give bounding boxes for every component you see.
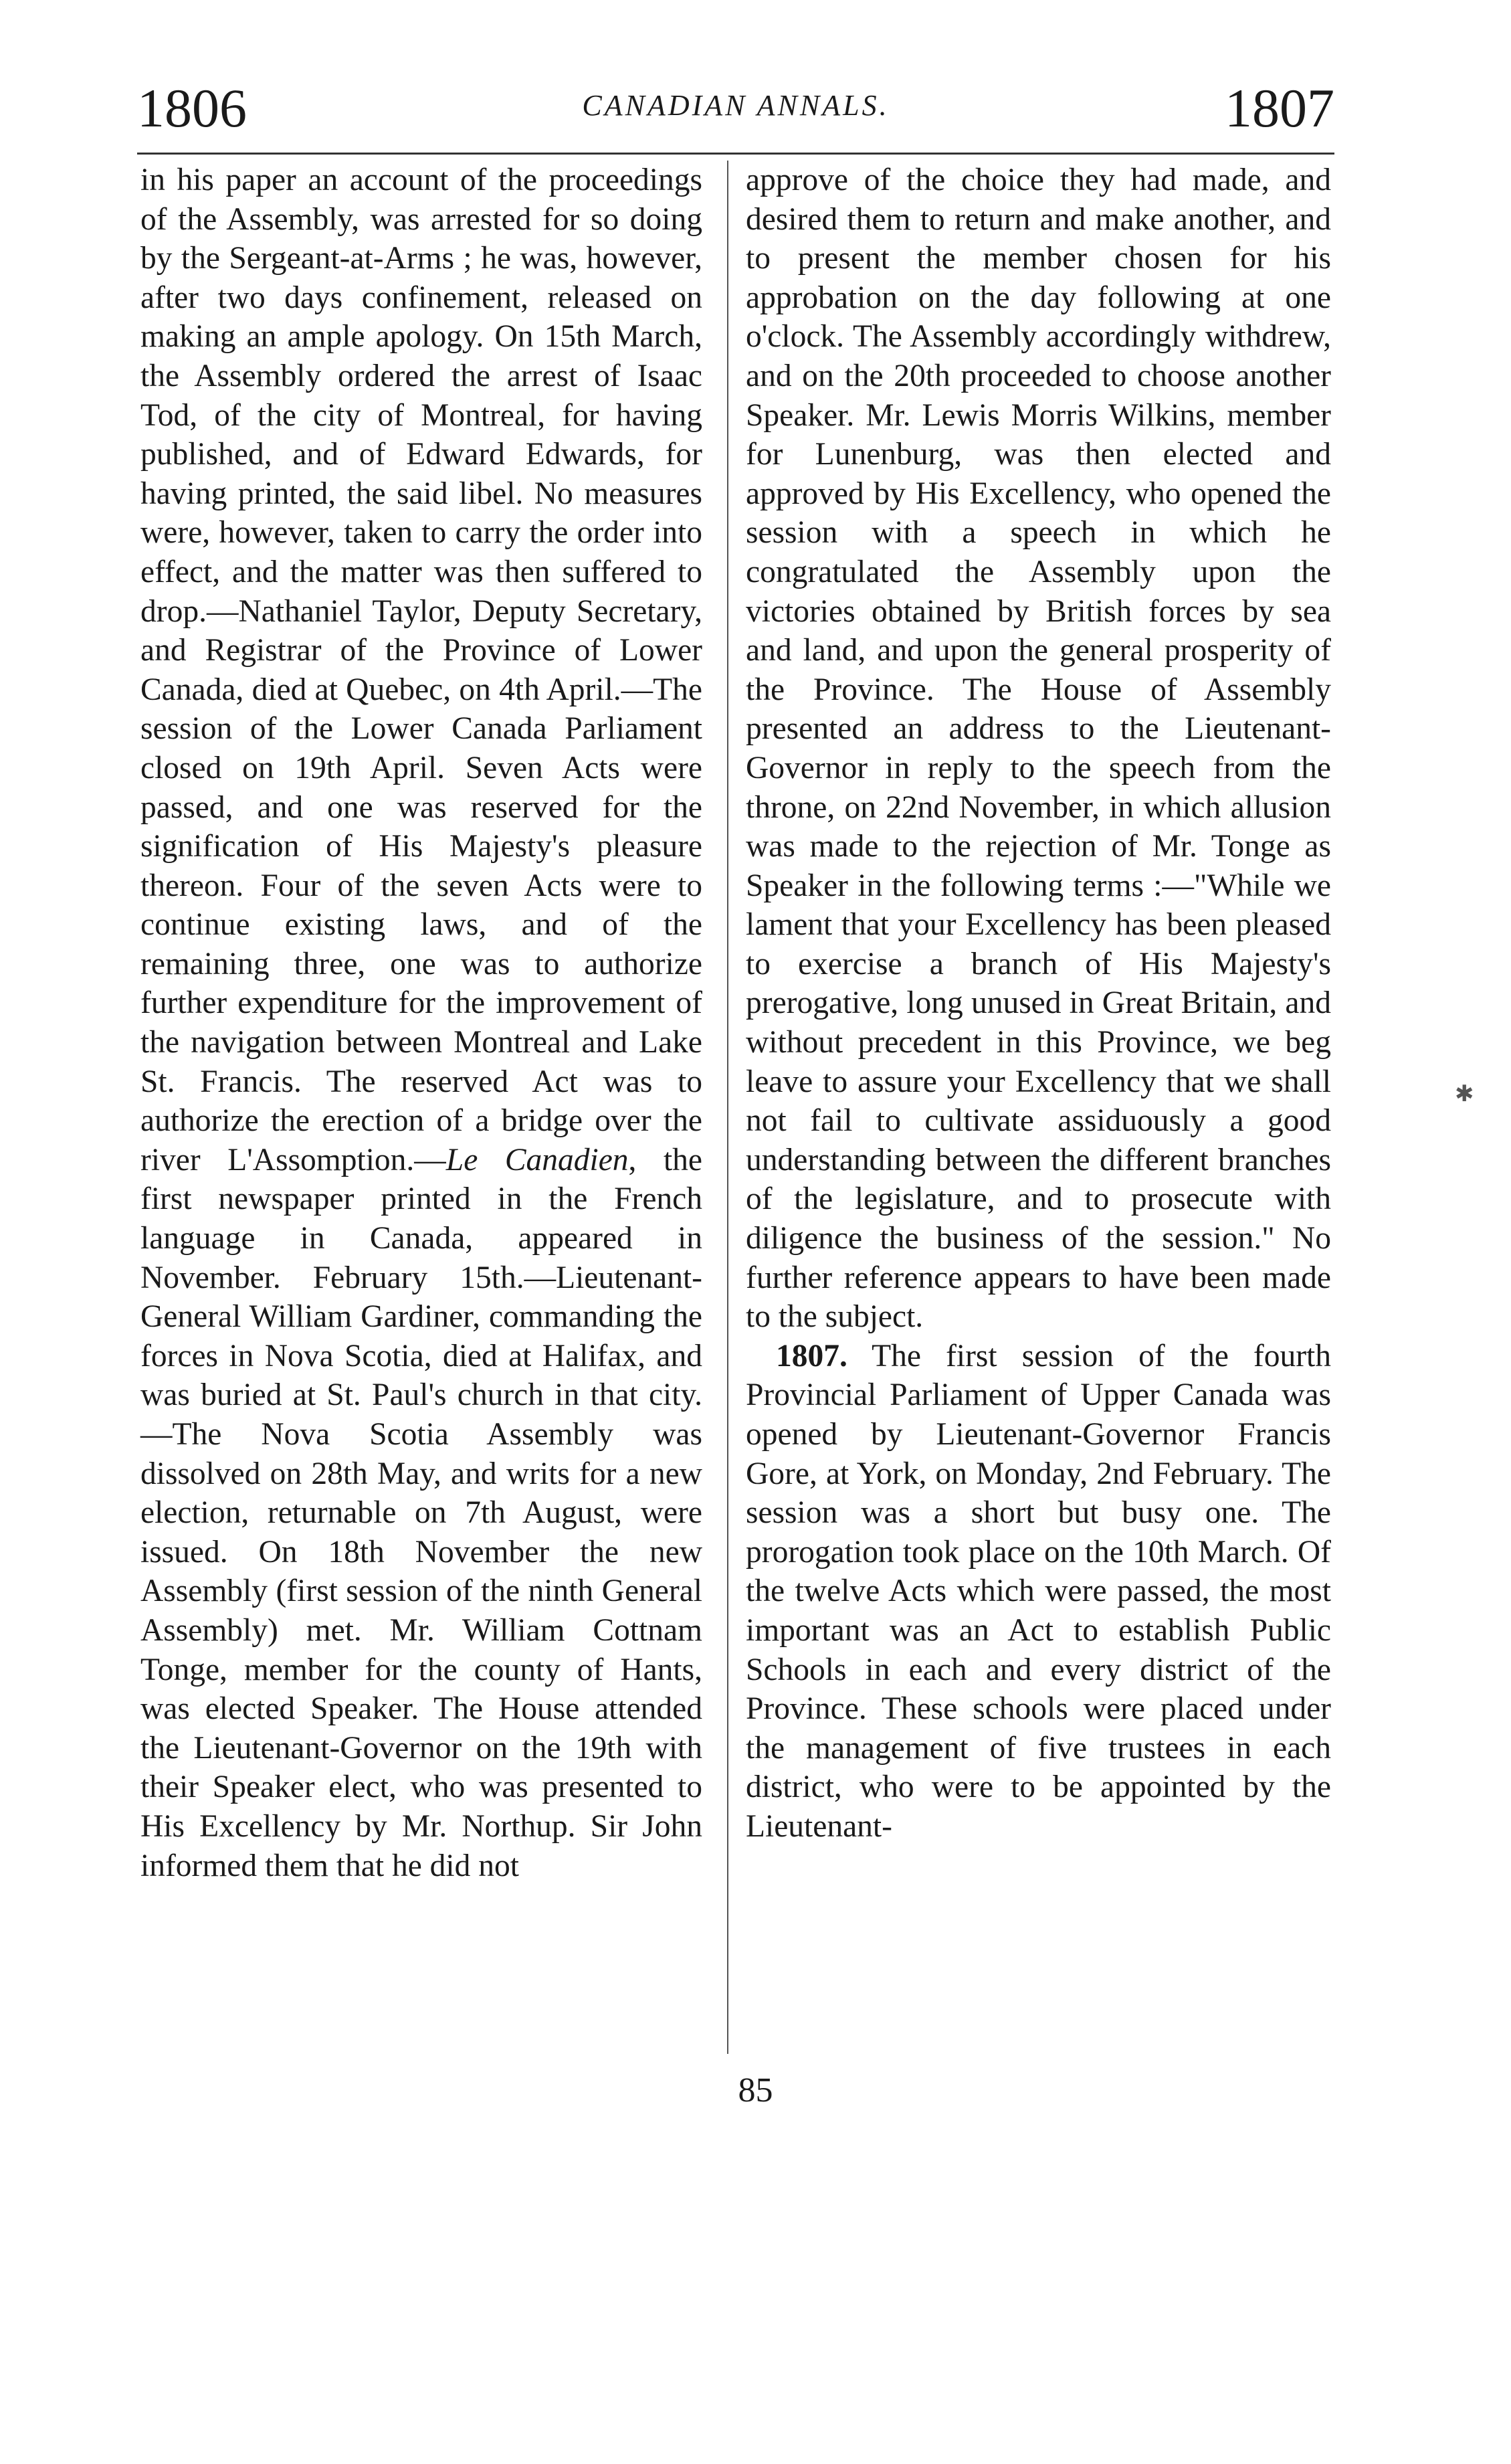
- running-title: CANADIAN ANNALS.: [582, 89, 890, 122]
- left-text-part-2: , the first newspaper printed in the French language in Canada, appeared in November. February 15th.—Lieutenant-General William Gardiner, commanding the forces in Nova Scotia, died at Halifax, and was buried at St. Paul's church in that city.—The Nova Scotia Assembly was dissolved on 28th May, and writs for a new election, returnable on 7th August, were issued. On 18th November the new Assembly (first session of the ninth General Assembly) met. Mr. William Cottnam Tonge, member for the county of Hants, was elected Speaker. The House attended the Lieutenant-Governor on the 19th with their Speaker elect, who was presented to His Excellency by Mr. Northup. Sir John informed them that he did not: [140, 1142, 702, 1883]
- right-paragraph-2-text: The first session of the fourth Provincial Parliament of Upper Canada was opened by Lieutenant-Governor Francis Gore, at York, on Monday, 2nd February. The session was a short but busy one. The prorogation took place on the 10th March. Of the twelve Acts which were passed, the most important was an Act to establish Public Schools in each and every district of the Province. These schools were placed under the management of five trustees in each district, who were to be appointed by the Lieutenant-: [746, 1338, 1331, 1844]
- header-year-right: 1807: [1225, 78, 1334, 138]
- header-year-left: 1806: [137, 78, 247, 138]
- right-paragraph-1: approve of the choice they had made, and desired them to return and make another, and to present the member chosen for his approbation on the day following at one o'clock. The Assembly accordingly withdrew, and on the 20th proceeded to choose another Speaker. Mr. Lewis Morris Wilkins, member for Lunenburg, was then elected and approved by His Excellency, who opened the session with a speech in which he congratulated the Assembly upon the victories obtained by British forces by sea and land, and upon the general prosperity of the Province. The House of Assembly presented an address to the Lieutenant-Governor in reply to the speech from the throne, on 22nd November, in which allusion was made to the rejection of Mr. Tonge as Speaker in the following terms :—"While we lament that your Excellency has been pleased to exercise a branch of His Majesty's prerogative, long unused in Great Britain, and without precedent in this Province, we beg leave to assure your Excellency that we shall not fail to cultivate assiduously a good understanding between the different branches of the legislature, and to prosecute with diligence the business of the session." No further reference appears to have been made to the subject.: [746, 163, 1331, 1335]
- left-text-part-1: in his paper an account of the proceedings of the Assembly, was arrested for so doing by the Sergeant-at-Arms ; he was, however, after two days confinement, released on making an ample apology. On 15th March, the Assembly ordered the arrest of Isaac Tod, of the city of Montreal, for having published, and of Edward Edwards, for having printed, the said libel. No measures were, however, taken to carry the order into effect, and the matter was then suffered to drop.—Nathaniel Taylor, Deputy Secretary, and Registrar of the Province of Lower Canada, died at Quebec, on 4th April.—The session of the Lower Canada Parliament closed on 19th April. Seven Acts were passed, and one was reserved for the signification of His Majesty's pleasure thereon. Four of the seven Acts were to continue existing laws, and of the remaining three, one was to authorize further expenditure for the improvement of the navigation between Montreal and Lake St. Francis. The reserved Act was to authorize the erection of a bridge over the river L'Assomption.—: [140, 163, 702, 1177]
- margin-mark-icon: ✱: [1455, 1082, 1474, 1107]
- running-header: [137, 75, 1334, 149]
- left-paragraph: [140, 161, 702, 1885]
- year-lead-1807: 1807.: [776, 1338, 847, 1373]
- page-number: 85: [738, 2071, 773, 2109]
- right-column: [746, 161, 1331, 1846]
- column-divider: [727, 161, 728, 2054]
- newspaper-title: Le Canadien: [445, 1142, 629, 1177]
- right-paragraph-2: [746, 1337, 1331, 1846]
- left-column: [140, 161, 702, 1885]
- header-rule: [137, 153, 1334, 155]
